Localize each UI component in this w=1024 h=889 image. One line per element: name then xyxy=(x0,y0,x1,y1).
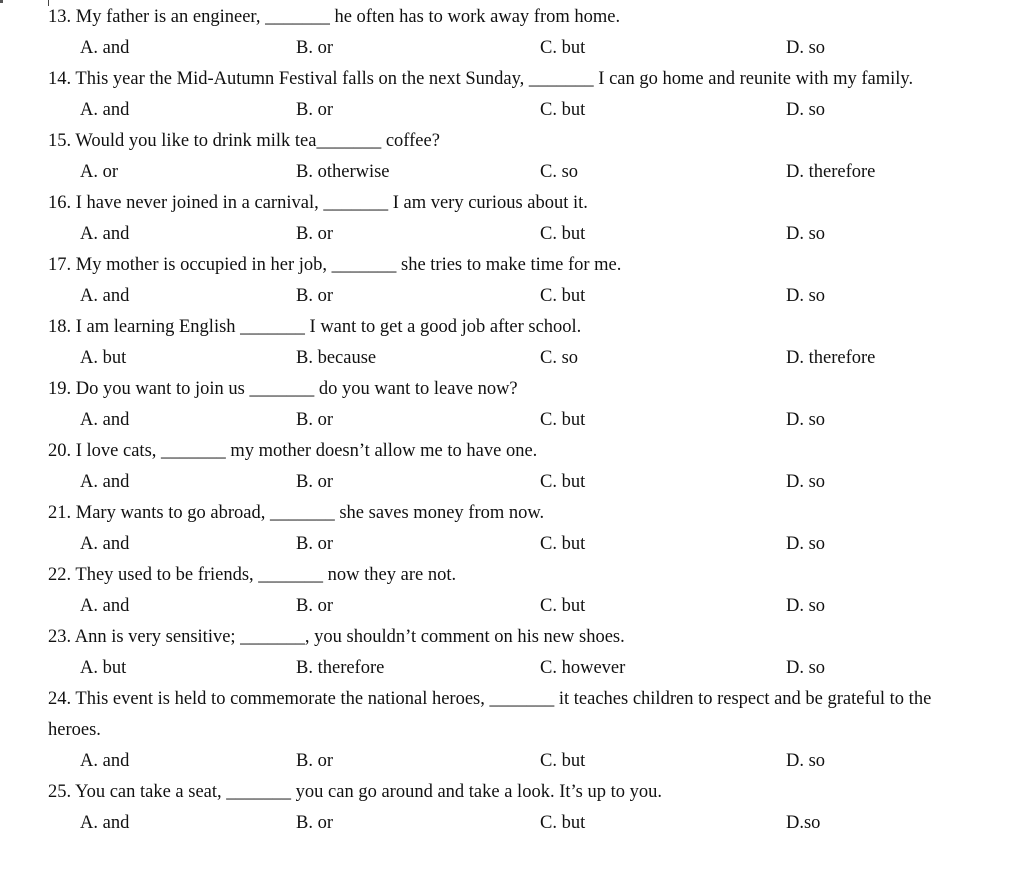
option-a[interactable]: A. and xyxy=(80,534,130,554)
question-23 xyxy=(0,622,1024,684)
question-stem: 14. This year the Mid-Autumn Festival falls on the next Sunday, _______ I can go home and reunite with my family. xyxy=(48,69,914,89)
question-stem: 21. Mary wants to go abroad, _______ she saves money from now. xyxy=(48,503,545,523)
option-c[interactable]: C. however xyxy=(540,658,626,678)
option-b[interactable]: B. or xyxy=(296,534,333,554)
option-a[interactable]: A. and xyxy=(80,472,130,492)
option-row xyxy=(0,405,1024,436)
option-row xyxy=(0,343,1024,374)
option-c[interactable]: C. so xyxy=(540,348,579,368)
option-c[interactable]: C. but xyxy=(540,286,586,306)
option-d[interactable]: D. so xyxy=(786,286,826,306)
question-stem: 20. I love cats, _______ my mother doesn’t allow me to have one. xyxy=(48,441,538,461)
option-d[interactable]: D. therefore xyxy=(786,348,876,368)
option-a[interactable]: A. and xyxy=(80,100,130,120)
question-stem: 25. You can take a seat, _______ you can go around and take a look. It’s up to you. xyxy=(48,782,662,802)
option-a[interactable]: A. and xyxy=(80,596,130,616)
option-a[interactable]: A. and xyxy=(80,813,130,833)
question-stem: 16. I have never joined in a carnival, _______ I am very curious about it. xyxy=(48,193,588,213)
option-b[interactable]: B. or xyxy=(296,472,333,492)
question-19 xyxy=(0,374,1024,436)
question-stem: 13. My father is an engineer, _______ he often has to work away from home. xyxy=(48,7,621,27)
option-c[interactable]: C. but xyxy=(540,224,586,244)
option-row xyxy=(0,33,1024,64)
option-c[interactable]: C. but xyxy=(540,410,586,430)
question-stem: 17. My mother is occupied in her job, _______ she tries to make time for me. xyxy=(48,255,622,275)
option-a[interactable]: A. but xyxy=(80,658,127,678)
option-a[interactable]: A. and xyxy=(80,410,130,430)
question-16 xyxy=(0,188,1024,250)
option-a[interactable]: A. or xyxy=(80,162,119,182)
option-d[interactable]: D. so xyxy=(786,224,826,244)
option-d[interactable]: D. therefore xyxy=(786,162,876,182)
option-d[interactable]: D. so xyxy=(786,38,826,58)
option-b[interactable]: B. or xyxy=(296,38,333,58)
option-b[interactable]: B. otherwise xyxy=(296,162,390,182)
option-a[interactable]: A. but xyxy=(80,348,127,368)
option-c[interactable]: C. but xyxy=(540,596,586,616)
question-stem: 18. I am learning English _______ I want to get a good job after school. xyxy=(48,317,582,337)
question-13 xyxy=(0,2,1024,64)
option-row xyxy=(0,808,1024,839)
option-b[interactable]: B. therefore xyxy=(296,658,385,678)
option-a[interactable]: A. and xyxy=(80,38,130,58)
option-row xyxy=(0,157,1024,188)
question-stem: 24. This event is held to commemorate the national heroes, _______ it teaches children to respect and be grateful to the heroes. xyxy=(48,689,932,740)
option-d[interactable]: D. so xyxy=(786,751,826,771)
question-22 xyxy=(0,560,1024,622)
option-c[interactable]: C. but xyxy=(540,813,586,833)
question-24 xyxy=(0,684,1024,777)
option-b[interactable]: B. or xyxy=(296,751,333,771)
option-b[interactable]: B. or xyxy=(296,286,333,306)
option-d[interactable]: D. so xyxy=(786,472,826,492)
option-row xyxy=(0,467,1024,498)
question-stem: 23. Ann is very sensitive; _______, you shouldn’t comment on his new shoes. xyxy=(48,627,625,647)
option-row xyxy=(0,653,1024,684)
question-18 xyxy=(0,312,1024,374)
option-c[interactable]: C. but xyxy=(540,534,586,554)
option-row xyxy=(0,529,1024,560)
option-c[interactable]: C. but xyxy=(540,472,586,492)
option-c[interactable]: C. so xyxy=(540,162,579,182)
question-15 xyxy=(0,126,1024,188)
option-b[interactable]: B. or xyxy=(296,596,333,616)
option-b[interactable]: B. or xyxy=(296,100,333,120)
option-d[interactable]: D. so xyxy=(786,596,826,616)
option-b[interactable]: B. or xyxy=(296,224,333,244)
option-d[interactable]: D.so xyxy=(786,813,821,833)
question-20 xyxy=(0,436,1024,498)
option-row xyxy=(0,281,1024,312)
option-row xyxy=(0,591,1024,622)
option-a[interactable]: A. and xyxy=(80,751,130,771)
option-a[interactable]: A. and xyxy=(80,286,130,306)
question-14 xyxy=(0,64,1024,126)
option-d[interactable]: D. so xyxy=(786,658,826,678)
question-stem: 15. Would you like to drink milk tea_______ coffee? xyxy=(48,131,440,151)
question-25 xyxy=(0,777,1024,839)
question-21 xyxy=(0,498,1024,560)
option-d[interactable]: D. so xyxy=(786,534,826,554)
question-stem: 22. They used to be friends, _______ now they are not. xyxy=(48,565,457,585)
option-a[interactable]: A. and xyxy=(80,224,130,244)
option-b[interactable]: B. or xyxy=(296,410,333,430)
option-c[interactable]: C. but xyxy=(540,100,586,120)
option-b[interactable]: B. because xyxy=(296,348,377,368)
option-b[interactable]: B. or xyxy=(296,813,333,833)
option-row xyxy=(0,95,1024,126)
option-d[interactable]: D. so xyxy=(786,410,826,430)
question-17 xyxy=(0,250,1024,312)
option-row xyxy=(0,219,1024,250)
question-stem: 19. Do you want to join us _______ do you want to leave now? xyxy=(48,379,518,399)
option-c[interactable]: C. but xyxy=(540,38,586,58)
worksheet xyxy=(0,2,1024,839)
option-c[interactable]: C. but xyxy=(540,751,586,771)
option-row xyxy=(0,746,1024,777)
option-d[interactable]: D. so xyxy=(786,100,826,120)
